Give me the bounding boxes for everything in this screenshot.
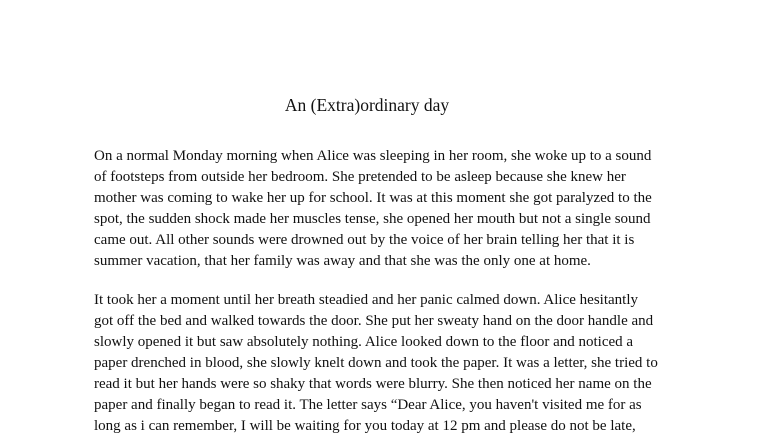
text-line: came out. All other sounds were drowned out by the voice of her brain telling her that it is <box>94 232 635 248</box>
text-line: long as i can remember, I will be waiting for you today at 12 pm and please do not be late, <box>94 418 636 434</box>
document-title: An (Extra)ordinary day <box>284 95 450 115</box>
text-line: On a normal Monday morning when Alice was sleeping in her room, she woke up to a sound <box>94 148 652 164</box>
text-line: of footsteps from outside her bedroom. She pretended to be asleep because she knew her <box>94 169 626 185</box>
text-line: read it but her hands were so shaky that words were blurry. She then noticed her name on the <box>94 376 652 392</box>
text-line: paper drenched in blood, she slowly knelt down and took the paper. It was a letter, she tried to <box>94 355 658 371</box>
text-line: summer vacation, that her family was away and that she was the only one at home. <box>94 253 591 269</box>
text-line: got off the bed and walked towards the door. She put her sweaty hand on the door handle and <box>94 313 654 329</box>
text-line: mother was coming to wake her up for school. It was at this moment she got paralyzed to the <box>94 190 652 206</box>
text-line: It took her a moment until her breath steadied and her panic calmed down. Alice hesitantly <box>94 292 638 308</box>
text-line: spot, the sudden shock made her muscles tense, she opened her mouth but not a single sound <box>94 211 651 227</box>
paragraph-1 <box>94 146 714 272</box>
text-line: paper and finally began to read it. The letter says “Dear Alice, you haven't visited me for as <box>94 397 642 413</box>
paragraph-2 <box>94 290 714 437</box>
text-line: slowly opened it but saw absolutely nothing. Alice looked down to the floor and noticed a <box>94 334 634 350</box>
